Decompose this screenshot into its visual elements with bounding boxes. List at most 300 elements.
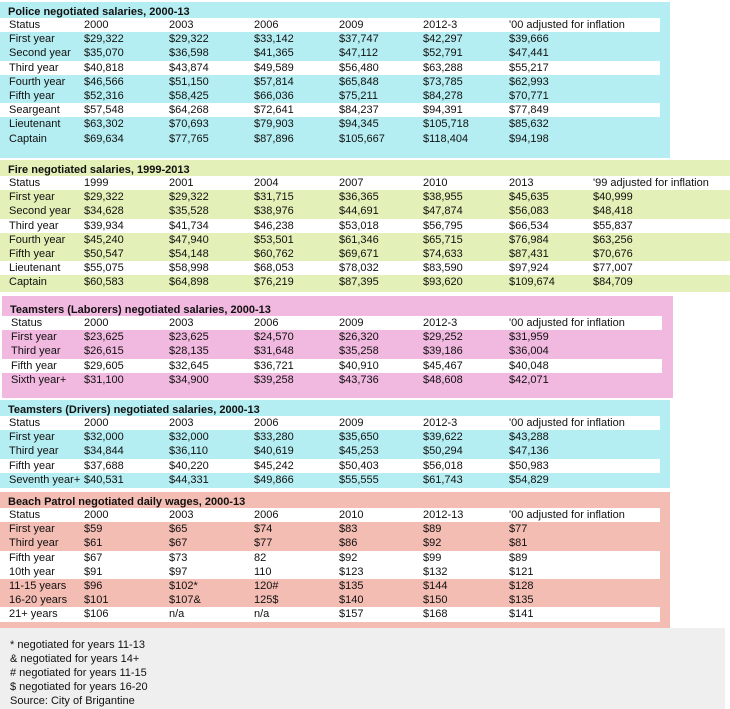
footnotes — [0, 628, 725, 709]
table-header-row — [2, 316, 662, 330]
table-cell: $55,075 — [84, 262, 124, 275]
table-cell: $135 — [509, 594, 534, 607]
table-cell: $55,555 — [339, 473, 379, 486]
table-cell: $33,280 — [254, 431, 294, 444]
table-cell: $63,302 — [84, 118, 124, 131]
column-header: 2006 — [254, 19, 279, 32]
table-cell: $43,736 — [339, 373, 379, 386]
table-cell: $105,718 — [423, 118, 469, 131]
table-row — [0, 247, 730, 261]
table-cell: $118,404 — [423, 132, 469, 145]
table-cell: $61 — [84, 537, 103, 550]
table-cell: $47,136 — [509, 445, 549, 458]
table-cell: $41,365 — [254, 47, 294, 60]
table-cell: $87,896 — [254, 132, 294, 145]
table-cell: $49,866 — [254, 473, 294, 486]
table-cell: $43,874 — [169, 61, 209, 74]
table-cell: $65,715 — [423, 233, 463, 246]
table-cell: $55,837 — [593, 219, 633, 232]
table-row — [0, 430, 660, 444]
table-cell: n/a — [169, 608, 185, 621]
table-cell: $31,959 — [509, 331, 549, 344]
row-label: Seargeant — [9, 104, 60, 117]
row-label: First year — [9, 33, 55, 46]
table-cell: $34,844 — [84, 445, 124, 458]
table-title: Teamsters (Drivers) negotiated salaries, 2000-13 — [8, 404, 260, 416]
laborers-table — [2, 316, 662, 387]
drivers-table — [0, 416, 660, 487]
table-cell: $61,743 — [423, 473, 463, 486]
column-header: 2001 — [169, 177, 194, 190]
row-label: Fourth year — [9, 75, 66, 88]
table-cell: $64,898 — [169, 276, 209, 289]
table-header-row — [0, 18, 660, 32]
table-cell: $54,148 — [169, 248, 209, 261]
column-header: 2010 — [423, 177, 448, 190]
table-row — [2, 359, 662, 373]
table-cell: $69,671 — [339, 248, 379, 261]
row-label: 10th year — [9, 565, 55, 578]
table-cell: $40,531 — [84, 473, 124, 486]
table-cell: $74 — [254, 523, 273, 536]
table-cell: $36,365 — [339, 191, 379, 204]
table-cell: $35,070 — [84, 47, 124, 60]
column-header: 2012-13 — [423, 509, 464, 522]
table-cell: $92 — [423, 537, 442, 550]
column-header: Status — [9, 19, 41, 32]
table-row — [0, 579, 660, 593]
table-cell: $29,322 — [169, 191, 209, 204]
table-cell: 110 — [254, 565, 272, 578]
table-cell: 120# — [254, 580, 279, 593]
table-cell: $77 — [254, 537, 273, 550]
row-label: Third year — [9, 219, 59, 232]
table-row — [0, 444, 660, 458]
table-cell: $40,048 — [509, 359, 549, 372]
table-cell: $84,709 — [593, 276, 633, 289]
table-row — [0, 89, 660, 103]
table-row — [0, 275, 730, 289]
table-cell: $96 — [84, 580, 103, 593]
table-cell: $40,910 — [339, 359, 379, 372]
column-header: 2013 — [509, 177, 534, 190]
table-cell: $58,998 — [169, 262, 209, 275]
table-cell: $37,747 — [339, 33, 379, 46]
table-cell: $86 — [339, 537, 358, 550]
table-cell: $28,135 — [169, 345, 209, 358]
table-row — [0, 132, 660, 146]
table-row — [0, 190, 730, 204]
column-header: 2003 — [169, 19, 194, 32]
table-row — [0, 459, 660, 473]
table-cell: $29,322 — [169, 33, 209, 46]
table-cell: $38,955 — [423, 191, 463, 204]
table-cell: $29,322 — [84, 33, 124, 46]
table-header-row — [0, 176, 730, 190]
table-row — [0, 61, 660, 75]
row-label: Third year — [9, 537, 59, 550]
fire-table — [0, 176, 730, 290]
table-title: Fire negotiated salaries, 1999-2013 — [8, 164, 190, 176]
table-cell: $47,874 — [423, 205, 463, 218]
row-label: Fifth year — [9, 90, 55, 103]
table-cell: $41,734 — [169, 219, 209, 232]
column-header: 2012-3 — [423, 317, 458, 330]
table-cell: 82 — [254, 551, 267, 564]
row-label: Captain — [9, 276, 47, 289]
table-row — [0, 473, 660, 487]
table-cell: $60,762 — [254, 248, 294, 261]
row-label: Third year — [11, 345, 61, 358]
table-cell: $70,676 — [593, 248, 633, 261]
table-cell: $85,632 — [509, 118, 549, 131]
table-cell: $46,566 — [84, 75, 124, 88]
table-cell: $29,252 — [423, 331, 463, 344]
table-cell: $43,288 — [509, 431, 549, 444]
table-header-row — [0, 508, 660, 522]
row-label: 16-20 years — [9, 594, 68, 607]
row-label: Captain — [9, 132, 47, 145]
footnote: $ negotiated for years 16-20 — [10, 681, 148, 693]
table-cell: $93,620 — [423, 276, 463, 289]
table-cell: $62,993 — [509, 75, 549, 88]
table-cell: $73 — [169, 551, 188, 564]
row-label: First year — [9, 191, 55, 204]
row-label: 21+ years — [9, 608, 58, 621]
row-label: Fourth year — [9, 233, 66, 246]
table-cell: $123 — [339, 565, 364, 578]
table-cell: $94,345 — [339, 118, 379, 131]
table-row — [0, 233, 730, 247]
table-cell: $67 — [169, 537, 188, 550]
table-cell: $70,771 — [509, 90, 549, 103]
row-label: Seventh year+ — [9, 473, 81, 486]
table-cell: $70,693 — [169, 118, 209, 131]
footnote: * negotiated for years 11-13 — [10, 639, 145, 651]
column-header: 2012-3 — [423, 417, 458, 430]
table-cell: $34,628 — [84, 205, 124, 218]
table-cell: $35,258 — [339, 345, 379, 358]
table-cell: $45,635 — [509, 191, 549, 204]
table-cell: $39,666 — [509, 33, 549, 46]
table-cell: $36,110 — [169, 445, 208, 458]
table-cell: $53,501 — [254, 233, 294, 246]
column-header: 2009 — [339, 19, 364, 32]
table-cell: $35,528 — [169, 205, 209, 218]
table-cell: $135 — [339, 580, 364, 593]
column-header: 2010 — [339, 509, 364, 522]
table-cell: $91 — [84, 565, 103, 578]
table-cell: $50,547 — [84, 248, 124, 261]
table-cell: $81 — [509, 537, 528, 550]
table-row — [0, 75, 660, 89]
table-row — [0, 261, 730, 275]
table-cell: $57,814 — [254, 75, 294, 88]
table-cell: $150 — [423, 594, 448, 607]
table-row — [2, 330, 662, 344]
column-header: 2012-3 — [423, 19, 458, 32]
table-cell: $87,431 — [509, 248, 549, 261]
table-cell: $77,765 — [169, 132, 209, 145]
table-row — [0, 32, 660, 46]
table-cell: $49,589 — [254, 61, 294, 74]
table-cell: $26,320 — [339, 331, 379, 344]
column-header: 1999 — [84, 177, 109, 190]
table-cell: $48,608 — [423, 373, 463, 386]
table-cell: $33,142 — [254, 33, 294, 46]
table-title: Police negotiated salaries, 2000-13 — [8, 6, 190, 18]
table-cell: $144 — [423, 580, 448, 593]
table-cell: $77 — [509, 523, 528, 536]
table-cell: $39,934 — [84, 219, 124, 232]
column-header: Status — [9, 177, 41, 190]
table-cell: $23,625 — [84, 331, 124, 344]
table-cell: $76,219 — [254, 276, 294, 289]
table-cell: $77,007 — [593, 262, 633, 275]
table-cell: $157 — [339, 608, 364, 621]
table-cell: $83 — [339, 523, 358, 536]
row-label: 11-15 years — [9, 580, 67, 593]
row-label: Sixth year+ — [11, 373, 67, 386]
table-cell: $46,238 — [254, 219, 294, 232]
table-cell: $89 — [509, 551, 528, 564]
column-header: 2003 — [169, 417, 194, 430]
table-cell: $76,984 — [509, 233, 549, 246]
table-cell: $65,848 — [339, 75, 379, 88]
table-cell: $29,605 — [84, 359, 124, 372]
table-cell: $92 — [339, 551, 358, 564]
source-note: Source: City of Brigantine — [10, 695, 135, 707]
column-header: 2004 — [254, 177, 279, 190]
table-cell: $36,598 — [169, 47, 209, 60]
table-cell: $39,622 — [423, 431, 463, 444]
row-label: Lieutenant — [9, 262, 61, 275]
table-cell: $64,268 — [169, 104, 209, 117]
table-cell: $55,217 — [509, 61, 549, 74]
table-cell: $52,791 — [423, 47, 463, 60]
table-cell: $36,721 — [254, 359, 294, 372]
table-cell: $72,641 — [254, 104, 294, 117]
column-header: 2007 — [339, 177, 364, 190]
table-cell: $31,715 — [254, 191, 294, 204]
table-cell: $77,849 — [509, 104, 549, 117]
table-cell: $63,256 — [593, 233, 633, 246]
table-cell: $60,583 — [84, 276, 124, 289]
column-header: 2009 — [339, 317, 364, 330]
table-cell: $32,000 — [169, 431, 209, 444]
table-title: Teamsters (Laborers) negotiated salaries, 2000-13 — [10, 304, 271, 316]
table-cell: $50,294 — [423, 445, 463, 458]
row-label: First year — [9, 523, 55, 536]
table-cell: $94,391 — [423, 104, 463, 117]
table-cell: $45,467 — [423, 359, 463, 372]
footnote: # negotiated for years 11-15 — [10, 667, 147, 679]
row-label: Fifth year — [11, 359, 57, 372]
table-cell: $40,818 — [84, 61, 124, 74]
column-header: 2009 — [339, 417, 364, 430]
table-cell: $45,240 — [84, 233, 124, 246]
table-cell: $35,650 — [339, 431, 379, 444]
column-header: 2006 — [254, 509, 279, 522]
table-cell: $63,288 — [423, 61, 463, 74]
column-header: Status — [9, 509, 41, 522]
police-salary-table — [0, 2, 670, 158]
row-label: Third year — [9, 61, 59, 74]
table-cell: $94,198 — [509, 132, 549, 145]
row-label: First year — [11, 331, 57, 344]
table-cell: $44,331 — [169, 473, 209, 486]
table-cell: $48,418 — [593, 205, 633, 218]
table-cell: $47,441 — [509, 47, 549, 60]
column-header: '00 adjusted for inflation — [509, 417, 625, 430]
table-cell: $97,924 — [509, 262, 549, 275]
table-cell: $24,570 — [254, 331, 294, 344]
table-cell: $121 — [509, 565, 534, 578]
footnote: & negotiated for years 14+ — [10, 653, 140, 665]
drivers-salary-table — [0, 400, 670, 488]
table-cell: $36,004 — [509, 345, 549, 358]
table-cell: $42,071 — [509, 373, 549, 386]
table-row — [0, 103, 660, 117]
table-cell: $42,297 — [423, 33, 463, 46]
table-cell: $106 — [84, 608, 109, 621]
beach-patrol-wage-table — [0, 492, 670, 628]
table-row — [0, 204, 730, 218]
column-header: 2000 — [84, 317, 109, 330]
table-cell: 125$ — [254, 594, 279, 607]
table-cell: $45,253 — [339, 445, 379, 458]
table-cell: $39,186 — [423, 345, 463, 358]
table-cell: n/a — [254, 608, 270, 621]
table-cell: $128 — [509, 580, 534, 593]
table-cell: $68,053 — [254, 262, 294, 275]
police-table — [0, 18, 660, 146]
table-row — [0, 117, 660, 131]
fire-salary-table — [0, 160, 730, 292]
row-label: Fifth year — [9, 248, 55, 261]
table-row — [2, 344, 662, 358]
table-row — [0, 219, 730, 233]
row-label: Fifth year — [9, 459, 55, 472]
table-cell: $67 — [84, 551, 103, 564]
table-cell: $44,691 — [339, 205, 379, 218]
column-header: '99 adjusted for inflation — [593, 177, 709, 190]
column-header: '00 adjusted for inflation — [509, 19, 625, 32]
column-header: Status — [9, 417, 41, 430]
table-cell: $132 — [423, 565, 448, 578]
table-cell: $168 — [423, 608, 448, 621]
table-cell: $34,900 — [169, 373, 209, 386]
column-header: 2006 — [254, 417, 279, 430]
table-cell: $84,278 — [423, 90, 463, 103]
table-cell: $32,645 — [169, 359, 209, 372]
table-cell: $40,619 — [254, 445, 294, 458]
table-cell: $89 — [423, 523, 442, 536]
table-header-row — [0, 416, 660, 430]
table-row — [0, 607, 660, 621]
table-cell: $66,534 — [509, 219, 549, 232]
table-cell: $102* — [169, 580, 198, 593]
column-header: '00 adjusted for inflation — [509, 317, 625, 330]
table-cell: $47,112 — [339, 47, 378, 60]
table-cell: $107& — [169, 594, 201, 607]
table-cell: $54,829 — [509, 473, 549, 486]
table-cell: $99 — [423, 551, 442, 564]
table-cell: $56,480 — [339, 61, 379, 74]
table-cell: $38,976 — [254, 205, 294, 218]
table-cell: $61,346 — [339, 233, 379, 246]
column-header: 2000 — [84, 417, 109, 430]
column-header: 2003 — [169, 317, 194, 330]
table-cell: $23,625 — [169, 331, 209, 344]
column-header: 2000 — [84, 509, 109, 522]
table-cell: $109,674 — [509, 276, 555, 289]
table-cell: $75,211 — [339, 90, 378, 103]
table-cell: $66,036 — [254, 90, 294, 103]
row-label: Third year — [9, 445, 59, 458]
column-header: 2000 — [84, 19, 109, 32]
table-row — [0, 522, 660, 536]
table-cell: $105,667 — [339, 132, 385, 145]
table-cell: $31,648 — [254, 345, 294, 358]
table-cell: $45,242 — [254, 459, 294, 472]
table-cell: $57,548 — [84, 104, 124, 117]
table-cell: $65 — [169, 523, 188, 536]
table-cell: $52,316 — [84, 90, 124, 103]
column-header: Status — [11, 317, 43, 330]
table-cell: $39,258 — [254, 373, 294, 386]
table-row — [0, 551, 660, 565]
table-row — [2, 373, 662, 387]
row-label: Fifth year — [9, 551, 55, 564]
table-title: Beach Patrol negotiated daily wages, 2000-13 — [8, 496, 246, 508]
table-row — [0, 46, 660, 60]
table-cell: $53,018 — [339, 219, 379, 232]
table-cell: $32,000 — [84, 431, 124, 444]
row-label: First year — [9, 431, 55, 444]
table-cell: $37,688 — [84, 459, 124, 472]
table-cell: $26,615 — [84, 345, 124, 358]
row-label: Second year — [9, 47, 71, 60]
table-cell: $47,940 — [169, 233, 209, 246]
table-cell: $51,150 — [169, 75, 209, 88]
column-header: '00 adjusted for inflation — [509, 509, 625, 522]
table-row — [0, 536, 660, 550]
table-cell: $140 — [339, 594, 364, 607]
table-row — [0, 565, 660, 579]
table-cell: $79,903 — [254, 118, 294, 131]
beach-table — [0, 508, 660, 622]
row-label: Second year — [9, 205, 71, 218]
table-row — [0, 593, 660, 607]
table-cell: $74,633 — [423, 248, 463, 261]
table-cell: $59 — [84, 523, 103, 536]
table-cell: $141 — [509, 608, 534, 621]
table-cell: $69,634 — [84, 132, 124, 145]
row-label: Lieutenant — [9, 118, 61, 131]
column-header: 2003 — [169, 509, 194, 522]
table-cell: $78,032 — [339, 262, 379, 275]
table-cell: $84,237 — [339, 104, 379, 117]
table-cell: $50,403 — [339, 459, 379, 472]
table-cell: $56,018 — [423, 459, 463, 472]
table-cell: $97 — [169, 565, 188, 578]
laborers-salary-table — [2, 296, 673, 398]
table-cell: $87,395 — [339, 276, 379, 289]
table-cell: $40,220 — [169, 459, 209, 472]
table-cell: $101 — [84, 594, 109, 607]
table-cell: $56,083 — [509, 205, 549, 218]
